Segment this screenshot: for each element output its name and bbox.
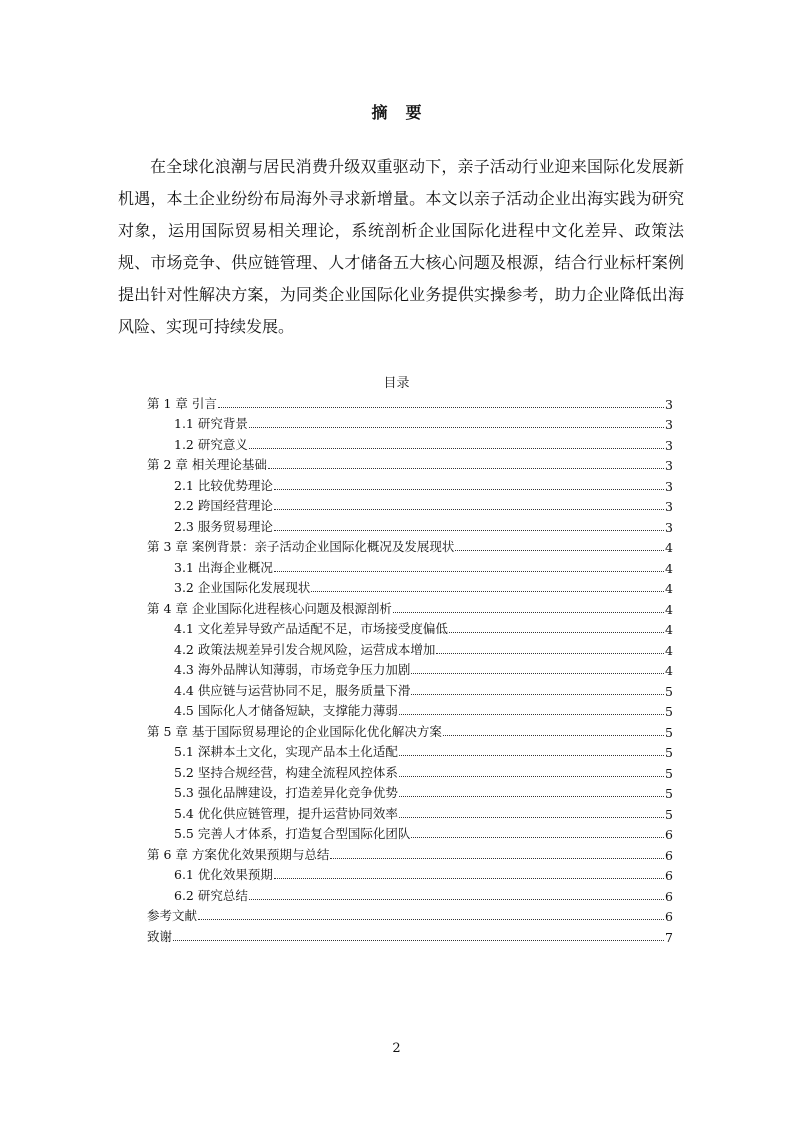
toc-entry-label: 2.1 比较优势理论 [174,477,273,493]
toc-leader-dots [311,591,664,592]
toc-entry-page: 4 [665,663,673,678]
toc-entry[interactable] [147,596,673,617]
toc-entry-page: 4 [665,601,673,617]
toc-entry[interactable] [147,391,673,412]
toc-entry-label: 4.1 文化差异导致产品适配不足，市场接受度偏低 [174,621,448,636]
toc-leader-dots [274,878,664,879]
toc-subentry[interactable] [147,740,673,761]
toc-entry-label: 6.1 优化效果预期 [174,867,273,882]
toc-entry-page: 6 [665,868,673,883]
toc-leader-dots [249,427,664,428]
abstract-title-char: 摘 [371,103,388,122]
toc-entry-label: 2.2 跨国经营理论 [174,498,273,513]
toc-entry-label: 1.2 研究意义 [174,436,248,452]
toc-entry[interactable] [147,904,673,925]
abstract-title-char: 要 [405,103,422,122]
toc-subentry[interactable] [147,822,673,843]
toc-entry-label: 5.3 强化品牌建设，打造差异化竞争优势 [174,785,398,800]
toc-entry-page: 3 [665,396,673,412]
toc-subentry[interactable] [147,473,673,494]
toc-subentry[interactable] [147,678,673,699]
toc-leader-dots [411,837,664,838]
toc-entry-page: 4 [665,642,673,658]
toc-entry[interactable] [147,535,673,556]
toc-subentry[interactable] [147,699,673,720]
toc-leader-dots [268,468,664,469]
toc-entry-page: 3 [665,478,673,494]
toc-entry-page: 6 [665,827,673,842]
toc-entry-page: 3 [665,519,673,535]
toc-subentry[interactable] [147,514,673,535]
toc-entry-page: 3 [665,458,673,473]
toc-entry[interactable] [147,453,673,474]
toc-entry-label: 4.3 海外品牌认知薄弱，市场竞争压力加剧 [174,662,411,677]
toc-leader-dots [274,509,664,510]
toc-entry-page: 3 [665,499,673,514]
table-of-contents [147,391,673,945]
toc-entry-label: 第 3 章 案例背景：亲子活动企业国际化概况及发展现状 [147,539,455,554]
toc-subentry[interactable] [147,781,673,802]
toc-entry-page: 3 [665,417,673,432]
toc-entry-label: 4.5 国际化人才储备短缺，支撑能力薄弱 [174,703,398,718]
toc-entry-label: 2.3 服务贸易理论 [174,518,273,534]
toc-entry-label: 3.1 出海企业概况 [174,559,273,575]
toc-entry-label: 第 1 章 引言 [147,395,217,411]
toc-leader-dots [399,755,664,756]
toc-entry-page: 6 [665,888,673,904]
toc-entry-label: 5.5 完善人才体系，打造复合型国际化团队 [174,826,411,841]
toc-subentry[interactable] [147,617,673,638]
toc-subentry[interactable] [147,883,673,904]
toc-subentry[interactable] [147,576,673,597]
toc-leader-dots [393,612,664,613]
toc-leader-dots [411,673,664,674]
toc-subentry[interactable] [147,432,673,453]
abstract-paragraph: 在全球化浪潮与居民消费升级双重驱动下，亲子活动行业迎来国际化发展新机遇，本土企业纷纷布局海外寻求新增量。本文以亲子活动企业出海实践为研究对象，运用国际贸易相关理论，系统剖析企业国际化进程中文化差异、政策法规、市场竞争、供应链管理、人才储备五大核心问题及根源，结合行业标杆案例提出针对性解决方案，为同类企业国际化业务提供实操参考，助力企业降低出海风险、实现可持续发展。 [118,157,684,336]
toc-entry-label: 第 5 章 基于国际贸易理论的企业国际化优化解决方案 [147,723,442,739]
toc-subentry[interactable] [147,863,673,884]
toc-entry-page: 5 [665,806,673,822]
toc-subentry[interactable] [147,555,673,576]
toc-leader-dots [173,940,664,941]
toc-entry-page: 5 [665,745,673,760]
page-number: 2 [392,1041,401,1056]
toc-leader-dots [411,694,664,695]
toc-entry-page: 4 [665,540,673,555]
toc-leader-dots [436,653,664,654]
toc-entry-label: 第 6 章 方案优化效果预期与总结 [147,846,330,862]
toc-entry-page: 6 [665,847,673,863]
toc-entry-page: 4 [665,560,673,576]
toc-subentry[interactable] [147,760,673,781]
toc-leader-dots [249,899,664,900]
toc-subentry[interactable] [147,412,673,433]
toc-title: 目录 [383,376,410,391]
toc-subentry[interactable] [147,494,673,515]
toc-leader-dots [399,817,664,818]
toc-entry-label: 参考文献 [147,908,198,923]
toc-leader-dots [399,796,664,797]
toc-entry-page: 6 [665,909,673,924]
toc-leader-dots [274,489,664,490]
toc-subentry[interactable] [147,658,673,679]
toc-leader-dots [274,530,664,531]
toc-entry-page: 5 [665,704,673,719]
toc-entry-page: 5 [665,683,673,699]
toc-leader-dots [249,448,664,449]
toc-leader-dots [443,735,664,736]
toc-entry-label: 第 2 章 相关理论基础 [147,457,267,472]
toc-entry-label: 致谢 [147,928,173,944]
toc-leader-dots [455,550,664,551]
toc-entry-page: 3 [665,437,673,453]
toc-entry-label: 4.2 政策法规差异引发合规风险，运营成本增加 [174,641,436,657]
toc-entry-label: 5.4 优化供应链管理，提升运营协同效率 [174,805,398,821]
toc-leader-dots [449,632,664,633]
toc-leader-dots [198,919,664,920]
toc-entry-label: 第 4 章 企业国际化进程核心问题及根源剖析 [147,600,392,616]
toc-entry[interactable] [147,842,673,863]
toc-entry-label: 3.2 企业国际化发展现状 [174,580,311,595]
toc-leader-dots [274,571,664,572]
abstract-body [118,151,684,343]
toc-entry-page: 5 [665,765,673,781]
toc-leader-dots [399,714,664,715]
toc-entry-page: 5 [665,786,673,801]
toc-entry[interactable] [147,924,673,945]
toc-entry-label: 1.1 研究背景 [174,416,248,431]
toc-subentry[interactable] [147,801,673,822]
toc-subentry[interactable] [147,637,673,658]
toc-entry-label: 4.4 供应链与运营协同不足，服务质量下滑 [174,682,411,698]
toc-entry-page: 4 [665,581,673,596]
toc-entry[interactable] [147,719,673,740]
toc-leader-dots [399,776,664,777]
abstract-title [0,100,793,123]
toc-entry-label: 6.2 研究总结 [174,887,248,903]
toc-entry-label: 5.1 深耕本土文化，实现产品本土化适配 [174,744,398,759]
toc-leader-dots [218,407,664,408]
toc-leader-dots [330,858,664,859]
toc-entry-page: 7 [665,929,673,945]
toc-entry-page: 5 [665,724,673,740]
toc-entry-page: 4 [665,622,673,637]
toc-entry-label: 5.2 坚持合规经营，构建全流程风控体系 [174,764,398,780]
